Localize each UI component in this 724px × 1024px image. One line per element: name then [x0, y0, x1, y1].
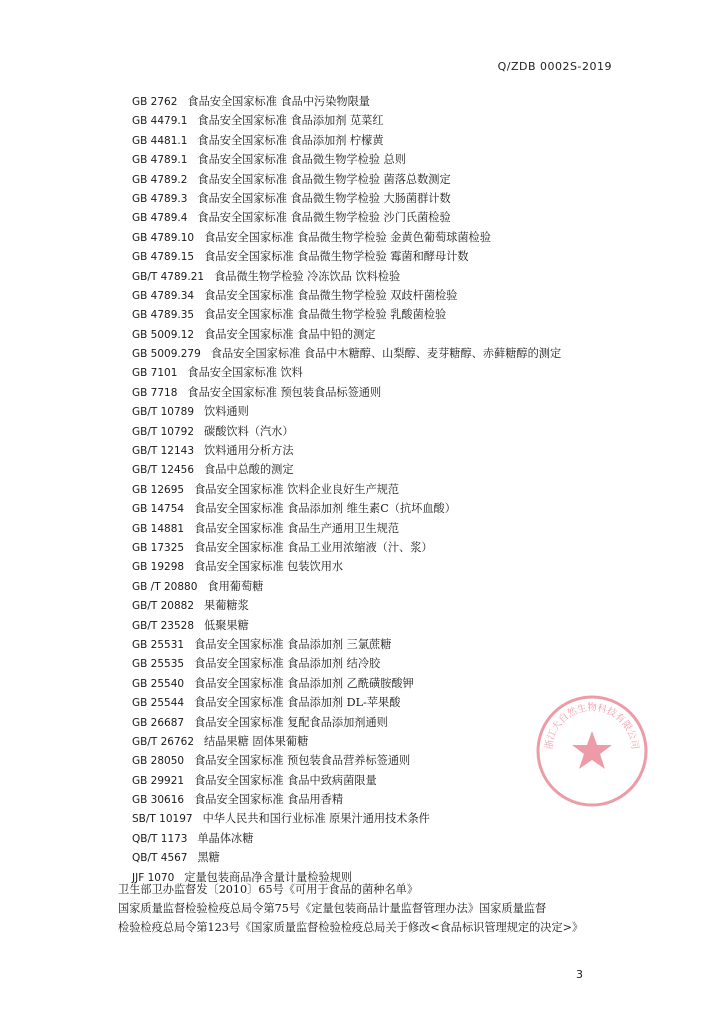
reference-item [132, 208, 622, 227]
reference-title: 食品安全国家标准 饮料 [187, 366, 303, 380]
reference-item [132, 538, 622, 557]
reference-code: GB 14754 [132, 503, 185, 516]
reference-code: GB/T 23528 [132, 619, 195, 632]
reference-title: 食品安全国家标准 饮料企业良好生产规范 [194, 482, 400, 496]
reference-code: GB 5009.12 [132, 328, 195, 341]
reference-item [132, 286, 622, 305]
reference-item [132, 363, 622, 382]
reference-title: 食品安全国家标准 食品添加剂 结冷胶 [194, 657, 381, 671]
document-code: Q/ZDB 0002S-2019 [497, 60, 612, 73]
reference-title: 食品安全国家标准 食品微生物学检验 霉菌和酵母计数 [204, 250, 469, 264]
reference-title: 食品安全国家标准 食品添加剂 DL-苹果酸 [194, 696, 401, 710]
reference-code: GB/T 10789 [132, 406, 195, 419]
reference-code: GB 29921 [132, 774, 185, 787]
reference-item [132, 111, 622, 130]
reference-item [132, 519, 622, 538]
reference-item [132, 654, 622, 673]
reference-title: 中华人民共和国行业标准 原果汁通用技术条件 [202, 812, 430, 826]
reference-title: 碳酸饮料（汽水） [204, 424, 294, 438]
reference-title: 食品安全国家标准 食品添加剂 苋菜红 [197, 114, 384, 128]
reference-note-line-3: 检验检疫总局令第123号《国家质量监督检验检疫总局关于修改<食品标识管理规定的决定>》 [118, 921, 584, 934]
reference-title: 食品安全国家标准 预包装食品标签通则 [187, 385, 382, 399]
reference-item [132, 848, 622, 867]
reference-title: 食品安全国家标准 食品生产通用卫生规范 [194, 521, 400, 535]
reference-item [132, 422, 622, 441]
reference-code: GB/T 10792 [132, 425, 195, 438]
reference-code: GB 17325 [132, 541, 185, 554]
reference-title: 食品安全国家标准 食品添加剂 柠檬黄 [197, 133, 384, 147]
reference-code: GB 2762 [132, 96, 178, 108]
reference-item [132, 383, 622, 402]
reference-code: GB 7718 [132, 386, 178, 399]
reference-item [132, 441, 622, 460]
reference-item [132, 616, 622, 635]
reference-item [132, 499, 622, 518]
reference-item [132, 344, 622, 363]
reference-title: 定量包装商品净含量计量检验规则 [184, 870, 353, 884]
reference-title: 饮料通则 [204, 405, 249, 419]
reference-item [132, 305, 622, 324]
reference-title: 食用葡萄糖 [207, 579, 264, 593]
reference-title: 食品安全国家标准 食品微生物学检验 总则 [197, 153, 406, 167]
reference-title: 食品安全国家标准 食品添加剂 维生素C（抗坏血酸） [194, 502, 456, 516]
reference-title: 食品安全国家标准 食品中铅的测定 [204, 327, 376, 341]
reference-title: 食品安全国家标准 食品用香精 [194, 793, 344, 807]
reference-item [132, 92, 622, 111]
reference-title: 食品安全国家标准 食品添加剂 乙酰磺胺酸钾 [194, 676, 414, 690]
reference-code: GB 4479.1 [132, 115, 188, 128]
company-seal [534, 693, 650, 809]
reference-code: GB/T 20882 [132, 600, 195, 613]
reference-item [132, 189, 622, 208]
reference-item [132, 267, 622, 286]
reference-item [132, 325, 622, 344]
reference-code: QB/T 1173 [132, 832, 188, 845]
reference-item [132, 829, 622, 848]
reference-title: 食品安全国家标准 食品微生物学检验 沙门氏菌检验 [197, 211, 451, 225]
reference-code: GB 14881 [132, 522, 185, 535]
reference-code: GB 4481.1 [132, 134, 188, 147]
reference-item [132, 131, 622, 150]
reference-code: GB /T 20880 [132, 580, 198, 593]
reference-code: GB 4789.10 [132, 231, 195, 244]
reference-code: GB 4789.35 [132, 309, 195, 322]
reference-code: GB 4789.4 [132, 212, 188, 225]
reference-title: 食品安全国家标准 食品中致病菌限量 [194, 773, 377, 787]
reference-title: 单晶体冰糖 [197, 831, 254, 845]
reference-title: 食品安全国家标准 食品中污染物限量 [187, 95, 370, 108]
reference-item [132, 635, 622, 654]
reference-item [132, 402, 622, 421]
reference-code: GB 19298 [132, 561, 185, 574]
reference-item [132, 247, 622, 266]
reference-code: GB 25544 [132, 697, 185, 710]
reference-code: GB 25535 [132, 658, 185, 671]
reference-code: GB 7101 [132, 367, 178, 380]
reference-title: 食品中总酸的测定 [204, 463, 294, 477]
reference-code: GB 4789.2 [132, 173, 188, 186]
reference-code: GB 26687 [132, 716, 185, 729]
reference-note-line-1: 卫生部卫办监督发〔2010〕65号《可用于食品的菌种名单》 [118, 883, 419, 896]
reference-title: 食品安全国家标准 预包装食品营养标签通则 [194, 754, 411, 768]
reference-title: 食品安全国家标准 食品中木糖醇、山梨醇、麦芽糖醇、赤藓糖醇的测定 [210, 347, 562, 361]
reference-title: 食品安全国家标准 食品微生物学检验 菌落总数测定 [197, 172, 451, 186]
page-number: 3 [576, 968, 583, 981]
reference-note-line-2: 国家质量监督检验检疫总局令第75号《定量包装商品计量监督管理办法》国家质量监督 [118, 902, 547, 915]
reference-item [132, 674, 622, 693]
reference-code: GB 12695 [132, 483, 185, 496]
reference-title: 饮料通用分析方法 [204, 444, 294, 458]
reference-code: GB/T 26762 [132, 735, 195, 748]
star-icon [572, 731, 612, 769]
reference-title: 食品安全国家标准 食品微生物学检验 大肠菌群计数 [197, 191, 451, 205]
reference-title: 黑糖 [197, 851, 220, 865]
reference-code: GB 28050 [132, 755, 185, 768]
reference-title: 食品安全国家标准 食品添加剂 三氯蔗糖 [194, 637, 392, 651]
reference-code: GB/T 4789.21 [132, 270, 205, 283]
reference-item [132, 480, 622, 499]
reference-code: GB 30616 [132, 794, 185, 807]
reference-code: GB 25531 [132, 638, 185, 651]
reference-code: GB 4789.15 [132, 251, 195, 264]
reference-code: GB 4789.34 [132, 289, 195, 302]
reference-title: 食品安全国家标准 食品微生物学检验 双歧杆菌检验 [204, 288, 458, 302]
reference-code: GB/T 12456 [132, 464, 195, 477]
reference-item [132, 596, 622, 615]
reference-title: 食品安全国家标准 包装饮用水 [194, 560, 344, 574]
reference-title: 食品安全国家标准 食品工业用浓缩液（汁、浆） [194, 540, 433, 554]
reference-title: 食品安全国家标准 复配食品添加剂通则 [194, 715, 388, 729]
reference-code: GB 4789.3 [132, 192, 188, 205]
reference-item [132, 557, 622, 576]
reference-code: GB 25540 [132, 677, 185, 690]
reference-code: GB 4789.1 [132, 154, 188, 167]
reference-item [132, 460, 622, 479]
reference-title: 食品安全国家标准 食品微生物学检验 乳酸菌检验 [204, 308, 447, 322]
reference-title: 低聚果糖 [204, 618, 249, 632]
reference-item [132, 577, 622, 596]
reference-title: 果葡糖浆 [204, 599, 249, 613]
reference-code: GB/T 12143 [132, 445, 195, 458]
reference-title: 食品安全国家标准 食品微生物学检验 金黄色葡萄球菌检验 [204, 230, 491, 244]
reference-item [132, 228, 622, 247]
reference-item [132, 809, 622, 828]
reference-item [132, 170, 622, 189]
reference-item [132, 150, 622, 169]
reference-code: QB/T 4567 [132, 852, 188, 865]
seal-text: 浙江大自然生物科技有限公司 [543, 702, 641, 751]
reference-title: 结晶果糖 固体果葡糖 [204, 734, 309, 748]
reference-code: GB 5009.279 [132, 348, 201, 361]
reference-code: SB/T 10197 [132, 813, 193, 826]
reference-title: 食品微生物学检验 冷冻饮品 饮料检验 [214, 269, 401, 283]
reference-code: JJF 1070 [132, 871, 175, 884]
